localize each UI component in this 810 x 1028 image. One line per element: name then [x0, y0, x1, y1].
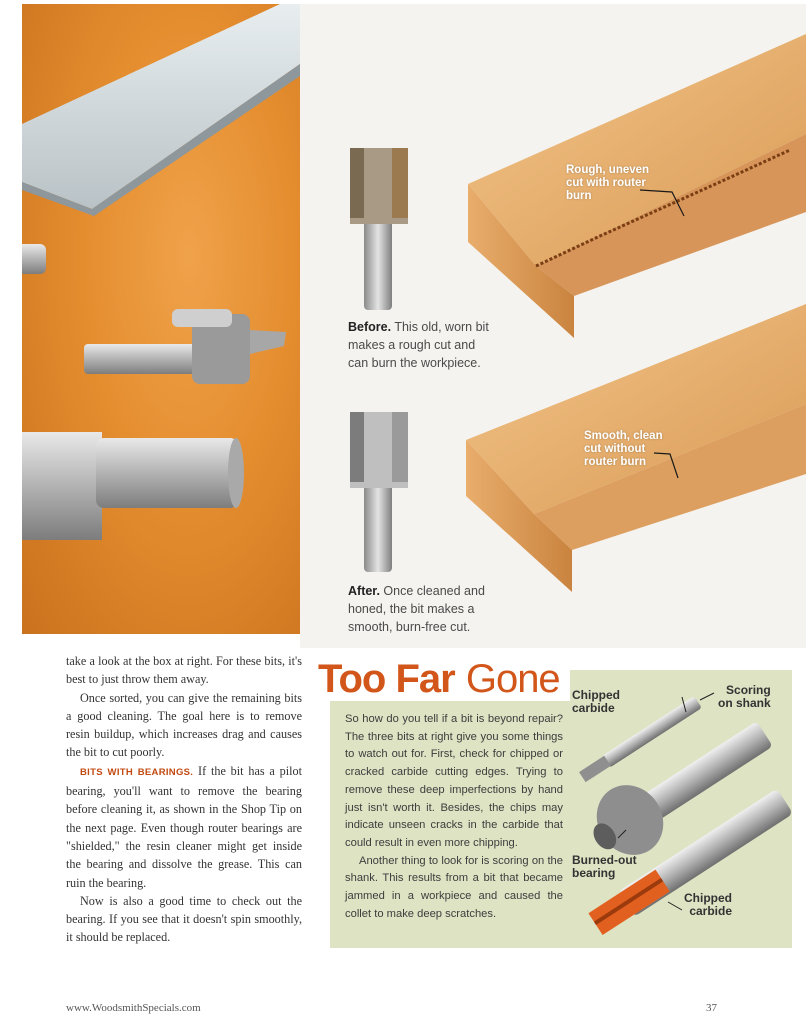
body-paragraph: Now is also a good time to check out the bearing. If you see that it doesn't spin smoothly, it should be replaced.	[66, 893, 302, 945]
caption-lead: Before.	[348, 320, 392, 334]
body-paragraph: Once sorted, you can give the remaining bits a good cleaning. The goal here is to remove resin buildup, which increases drag and causes the bit to cut poorly.	[66, 690, 302, 760]
callout-line: router burn	[584, 456, 646, 468]
label-chipped-carbide-bottom	[684, 892, 732, 918]
article-body	[66, 652, 302, 947]
body-paragraph: take a look at the box at right. For these bits, it's best to just throw them away.	[66, 654, 302, 687]
label-line: carbide	[689, 904, 732, 918]
label-line: Burned-out	[572, 853, 637, 867]
caption-text: Once cleaned and honed, the bit makes a smooth, burn-free cut.	[348, 584, 485, 634]
caption-lead: After.	[348, 584, 380, 598]
page-number: 37	[706, 1002, 717, 1014]
router-bits-photo	[22, 4, 300, 634]
sidebar-paragraph: So how do you tell if a bit is beyond repair? The three bits at right give you some things to watch out for. First, check for chipped or cracked carbide cutting edges. Trying to remove these deep imperfections by hand just isn't worth it. Besides, the chips may indicate unseen cracks in the carbide that could result in even more chipping.	[345, 713, 563, 849]
callout-line: burn	[566, 190, 592, 202]
label-line: Chipped	[684, 891, 732, 905]
label-line: on shank	[718, 696, 771, 710]
label-line: carbide	[572, 701, 615, 715]
title-light: Gone	[465, 657, 560, 701]
sidebar-text	[345, 711, 563, 923]
sidebar-paragraph: Another thing to look for is scoring on the shank. This results from a bit that became jammed in a workpiece and caused the collet to make deep scratches.	[345, 854, 563, 920]
sidebar-title	[314, 657, 570, 701]
body-paragraph	[66, 762, 302, 892]
footer-url: www.WoodsmithSpecials.com	[66, 1002, 201, 1014]
callout-line: Smooth, clean	[584, 430, 663, 442]
label-chipped-carbide-top	[572, 689, 620, 715]
smooth-cut-callout	[584, 430, 684, 469]
body-text-span: If the bit has a pilot bearing, you'll want to remove the bearing before cleaning it, as shown in the Shop Tip on the next page. Even though router bearings are "shielded," the resin cleaner might get inside the bearing and dissolve the grease. This can ruin the bearing.	[66, 763, 303, 890]
rough-cut-callout	[566, 164, 666, 203]
label-line: Scoring	[726, 683, 771, 697]
caption-text: This old, worn bit makes a rough cut and can burn the workpiece.	[348, 320, 489, 370]
after-caption	[348, 582, 498, 636]
callout-line: Rough, uneven	[566, 164, 650, 176]
router-bits-illustration	[22, 4, 300, 634]
before-caption	[348, 318, 498, 372]
label-scoring-on-shank	[718, 684, 771, 710]
callout-line: cut with router	[566, 177, 646, 189]
callout-line: cut without	[584, 443, 646, 455]
label-line: Chipped	[572, 688, 620, 702]
title-bold: Too Far	[318, 657, 455, 701]
run-in-heading: BITS WITH BEARINGS.	[80, 766, 194, 778]
label-line: bearing	[572, 866, 616, 880]
label-burned-out-bearing	[572, 854, 637, 880]
